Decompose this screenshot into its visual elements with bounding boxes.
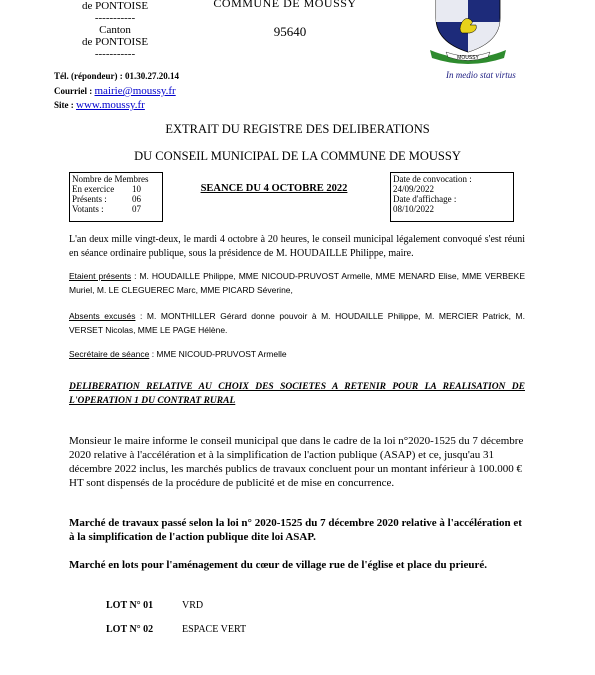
commune-title: COMMUNE DE MOUSSY [213,0,357,10]
site-label: Site : [54,100,76,110]
lot-name: VRD [182,600,204,611]
convocation-date: 24/09/2022 [393,184,435,194]
header-left-block [60,0,170,60]
members-row: Présents : 06 [72,194,141,204]
canton-name: de PONTOISE [81,36,149,48]
present-label: Etaient présents [69,271,132,281]
affichage-date: 08/10/2022 [393,204,435,214]
canton-label: Canton [99,24,131,36]
council-title: DU CONSEIL MUNICIPAL DE LA COMMUNE DE MOUSSY [134,149,461,163]
email-label: Courriel : [54,86,95,96]
absent-list: : M. MONTHILLER Gérard donne pouvoir à M. HOUDAILLE Philippe, M. MERCIER Patrick, M. VERSET Nicolas, MME LE PAGE Hélène. [69,311,526,335]
present-paragraph [69,269,525,297]
separator-line: ----------- [94,48,136,60]
absent-paragraph [69,309,525,337]
lot-name: ESPACE VERT [182,624,247,635]
convocation-label: Date de convocation : [393,174,472,184]
postcode: 95640 [273,24,307,39]
lot-item [106,600,203,611]
deliberation-title: DELIBERATION RELATIVE AU CHOIX DES SOCIETES A RETENIR POUR LA REALISATION DE L'OPERATION 1 DU CONTRAT RURAL [69,382,525,406]
body-paragraph: Monsieur le maire informe le conseil municipal que dans le cadre de la loi n°2020-1525 du 7 décembre 2020 relative à l'accélération et à la simplification de l'action publique (ASAP) et ce, jusqu'au 31 décembre 2022 inclus, les marchés publics de travaux concluent pour un montant inférieur à 100.000 € HT sont dispensés de la procédure de publicité et de mise en concurrence. [69,435,524,489]
dates-box [390,172,514,222]
secretary-name: : MME NICOUD-PRUVOST Armelle [149,349,287,359]
email-line [54,85,176,97]
intro-paragraph: L'an deux mille vingt-deux, le mardi 4 octobre à 20 heures, le conseil municipal légalement convoqué s'est réuni en séance ordinaire publique, sous la présidence de M. HOUDAILLE Philippe, maire. [69,234,525,259]
market-paragraph: Marché de travaux passé selon la loi n° 2020-1525 du 7 décembre 2020 relative à l'accélération et à la simplification de l'action publique dite loi ASAP. [69,517,522,543]
members-row: Votants : 07 [72,204,141,214]
session-title: SEANCE DU 4 OCTOBRE 2022 [200,183,348,194]
members-count-box [69,172,163,222]
lot-label: LOT N° 01 [106,600,154,611]
lots-paragraph: Marché en lots pour l'aménagement du cœur de village rue de l'église et place du prieuré. [69,559,487,571]
site-link[interactable]: www.moussy.fr [76,99,145,111]
lot-item [106,624,246,635]
registry-title: EXTRAIT DU REGISTRE DES DELIBERATIONS [165,122,430,136]
crest-banner-text: MOUSSY [457,55,479,61]
lot-label: LOT N° 02 [106,624,154,635]
secretary-paragraph [69,347,525,361]
motto: In medio stat virtus [446,70,516,80]
coat-of-arms [422,0,514,64]
members-row: En exercice 10 [72,184,141,194]
members-heading: Nombre de Membres [72,174,149,184]
absent-label: Absents excusés [69,311,136,321]
arrondissement-label: de PONTOISE [81,0,149,12]
secretary-label: Secrétaire de séance [69,349,150,359]
site-line [54,99,145,111]
affichage-label: Date d'affichage : [393,194,457,204]
present-list: : M. HOUDAILLE Philippe, MME NICOUD-PRUVOST Armelle, MME MENARD Elise, MME VERBEKE Muriel, M. LE CLEGUEREC Marc, MME PICARD Séverine, [69,271,525,295]
email-link[interactable]: mairie@moussy.fr [94,85,176,97]
separator-line: ----------- [94,12,136,24]
telephone: Tél. (répondeur) : 01.30.27.20.14 [54,71,179,81]
